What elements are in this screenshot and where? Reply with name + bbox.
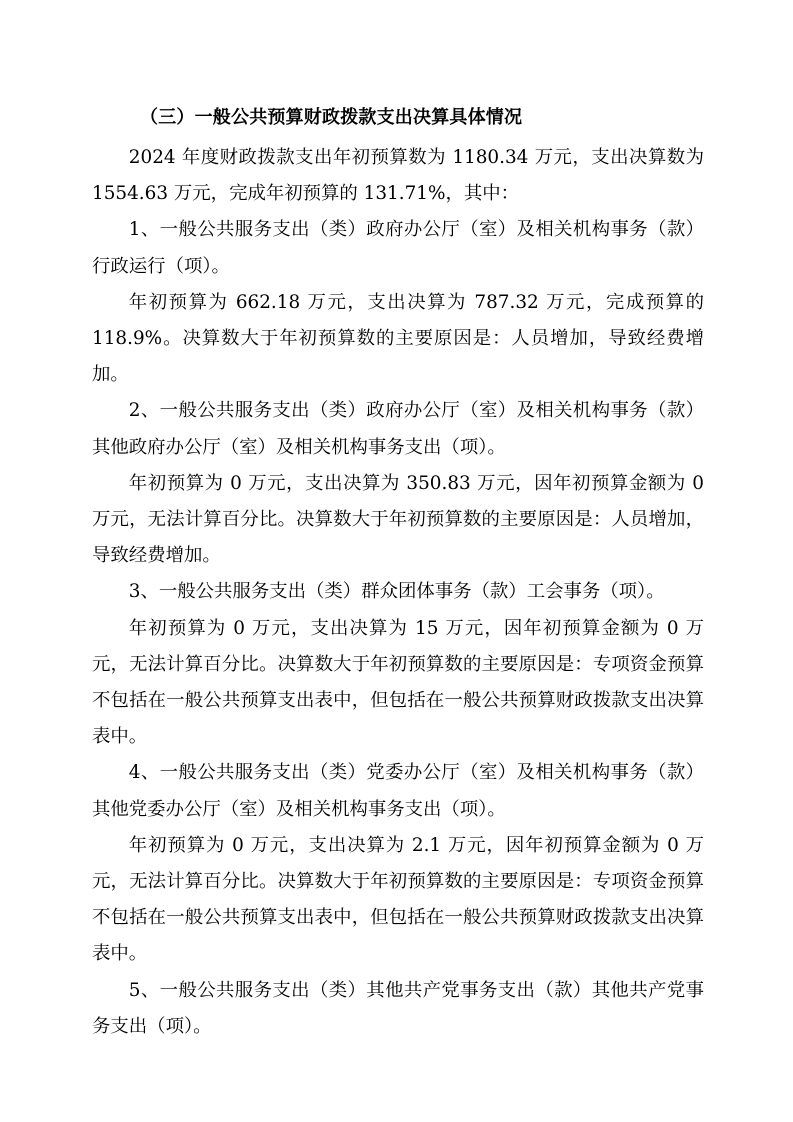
paragraph-item-3-title: 3、一般公共服务支出（类）群众团体事务（款）工会事务（项）。 [128,581,665,603]
paragraph-item-3-detail: 年初预算为 0 万元，支出决算为 15 万元，因年初预算金额为 0 万元，无法计算百分比。决算数大于年初预算数的主要原因是：专项资金预算不包括在一般公共预算支出表中，但包括在一般公共预算财政拨款支出决算表中。 [92,617,704,748]
paragraph-item-5-title: 5、一般公共服务支出（类）其他共产党事务支出（款）其他共产党事务支出（项）。 [92,979,704,1037]
paragraph-summary: 2024 年度财政拨款支出年初预算数为 1180.34 万元，支出决算数为 1554.63 万元，完成年初预算的 131.71%，其中： [92,147,704,205]
paragraph-item-1-detail: 年初预算为 662.18 万元，支出决算为 787.32 万元，完成预算的 118.9%。决算数大于年初预算数的主要原因是：人员增加，导致经费增加。 [92,291,704,386]
paragraph-item-1-title: 1、一般公共服务支出（类）政府办公厅（室）及相关机构事务（款）行政运行（项）。 [92,219,704,277]
paragraph-item-4-title: 4、一般公共服务支出（类）党委办公厅（室）及相关机构事务（款）其他党委办公厅（室）及相关机构事务支出（项）。 [92,762,704,820]
paragraph-item-4-detail: 年初预算为 0 万元，支出决算为 2.1 万元，因年初预算金额为 0 万元，无法计算百分比。决算数大于年初预算数的主要原因是：专项资金预算不包括在一般公共预算支出表中，但包括在一般公共预算财政拨款支出决算表中。 [92,834,704,965]
section-heading: （三）一般公共预算财政拨款支出决算具体情况 [140,107,523,128]
paragraph-item-2-title: 2、一般公共服务支出（类）政府办公厅（室）及相关机构事务（款）其他政府办公厅（室）及相关机构事务支出（项）。 [92,400,704,458]
paragraph-item-2-detail: 年初预算为 0 万元，支出决算为 350.83 万元，因年初预算金额为 0 万元，无法计算百分比。决算数大于年初预算数的主要原因是：人员增加，导致经费增加。 [92,472,704,567]
body-text [92,140,704,1045]
